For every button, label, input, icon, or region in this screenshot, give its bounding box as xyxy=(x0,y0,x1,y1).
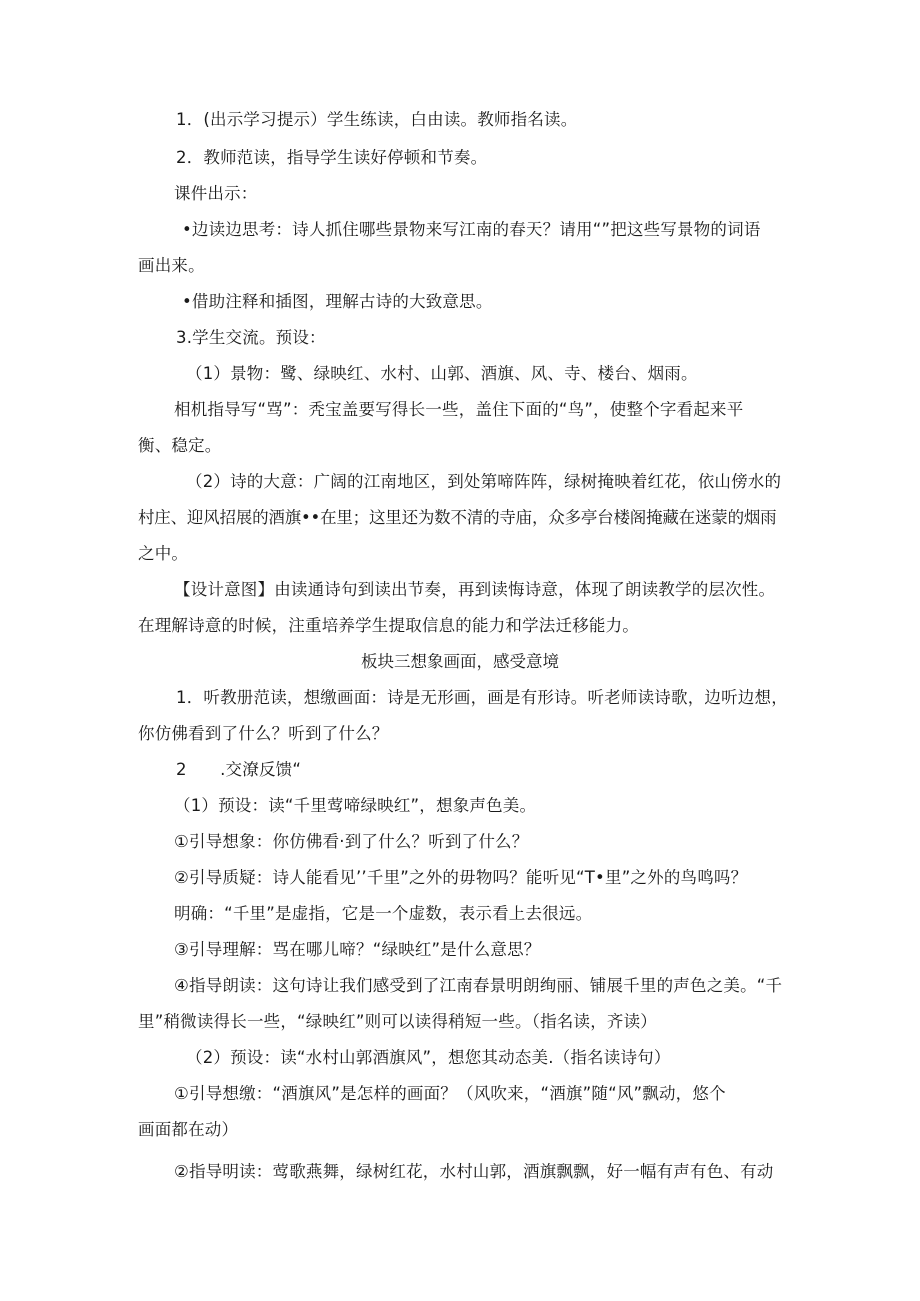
text-line: （2）诗的大意：广阔的江南地区，到处第啼阵阵，绿树掩映着红花，依山傍水的 xyxy=(186,472,782,491)
text-line: 2．教师范读，指导学生读好停顿和节奏。 xyxy=(176,148,488,167)
text-line: ②指导明读：莺歌燕舞，绿树红花，水村山郭，酒旗飘飘，好一幅有声有色、有动 xyxy=(174,1162,774,1181)
text-line: 里”稍微读得长一些，“绿映红”则可以读得稍短一些。（指名读，齐读） xyxy=(138,1012,657,1031)
text-line: 你仿佛看到了什么？听到了什么？ xyxy=(138,724,389,743)
text-line: 画出来。 xyxy=(138,256,205,275)
text-line: 课件出示： xyxy=(174,184,258,203)
text-line: 在理解诗意的时候，注重培养学生提取信息的能力和学法迁移能力。 xyxy=(138,616,639,635)
text-line: （1）景物：鹭、绿映红、水村、山郭、酒旗、风、寺、楼台、烟雨。 xyxy=(186,364,698,383)
text-line: 画面都在动） xyxy=(138,1120,239,1139)
text-line: 1．听教册范读，想缴画面：诗是无形画，画是有形诗。听老师读诗歌，边听边想， xyxy=(176,688,788,707)
text-line: •借助注释和插图，理解古诗的大致意思。 xyxy=(182,292,493,311)
text-line: ①引导想缴：“酒旗风”是怎样的画面？（风吹来，“酒旗”随“风”飘动，悠个 xyxy=(174,1084,726,1103)
text-line: （2）预设：读“水村山郭酒旗风”，想您其动态美.（指名读诗句） xyxy=(186,1048,671,1067)
text-line: 2 .交潦反馈“ xyxy=(176,760,302,779)
text-line: （1）预设：读“千里莺啼绿映红”，想象声色美。 xyxy=(174,796,537,815)
text-line: ②引导质疑：诗人能看见’’千里”之外的毋物吗？能听见“T•里”之外的鸟鸣吗？ xyxy=(174,868,748,887)
text-line: ③引导理解：骂在哪儿啼？“绿映红”是什么意思？ xyxy=(174,940,541,959)
text-line: 村庄、迎风招展的酒旗••在里；这里还为数不清的寺庙，众多亭台楼阁掩藏在迷蒙的烟雨 xyxy=(138,508,777,527)
section-heading: 板块三想象画面，感受意境 xyxy=(361,652,559,671)
text-line: ①引导想象：你仿佛看·到了什么？听到了什么？ xyxy=(174,832,529,851)
text-line: 相机指导写“骂”：秃宝盖要写得长一些，盖住下面的“鸟”，使整个字看起来平 xyxy=(174,400,744,419)
text-line: 【设计意图】由读通诗句到读出节奏，再到读悔诗意，体现了朗读教学的层次性。 xyxy=(174,580,776,599)
text-line: ④指导朗读：这句诗让我们感受到了江南春景明朗绚丽、铺展千里的声色之美。“千 xyxy=(174,976,783,995)
text-line: 衡、稳定。 xyxy=(138,436,222,455)
text-line: 之中。 xyxy=(138,544,189,563)
text-line: 明确：“千里”是虚指，它是一个虚数，表示看上去很远。 xyxy=(174,904,593,923)
text-line: 3.学生交流。预设： xyxy=(176,328,326,347)
text-line: •边读边思考：诗人抓住哪些景物来写江南的春天？请用“”把这些写景物的词语 xyxy=(182,220,761,239)
text-line: 1．(出示学习提示）学生练读，白由读。教师指名读。 xyxy=(176,110,578,129)
